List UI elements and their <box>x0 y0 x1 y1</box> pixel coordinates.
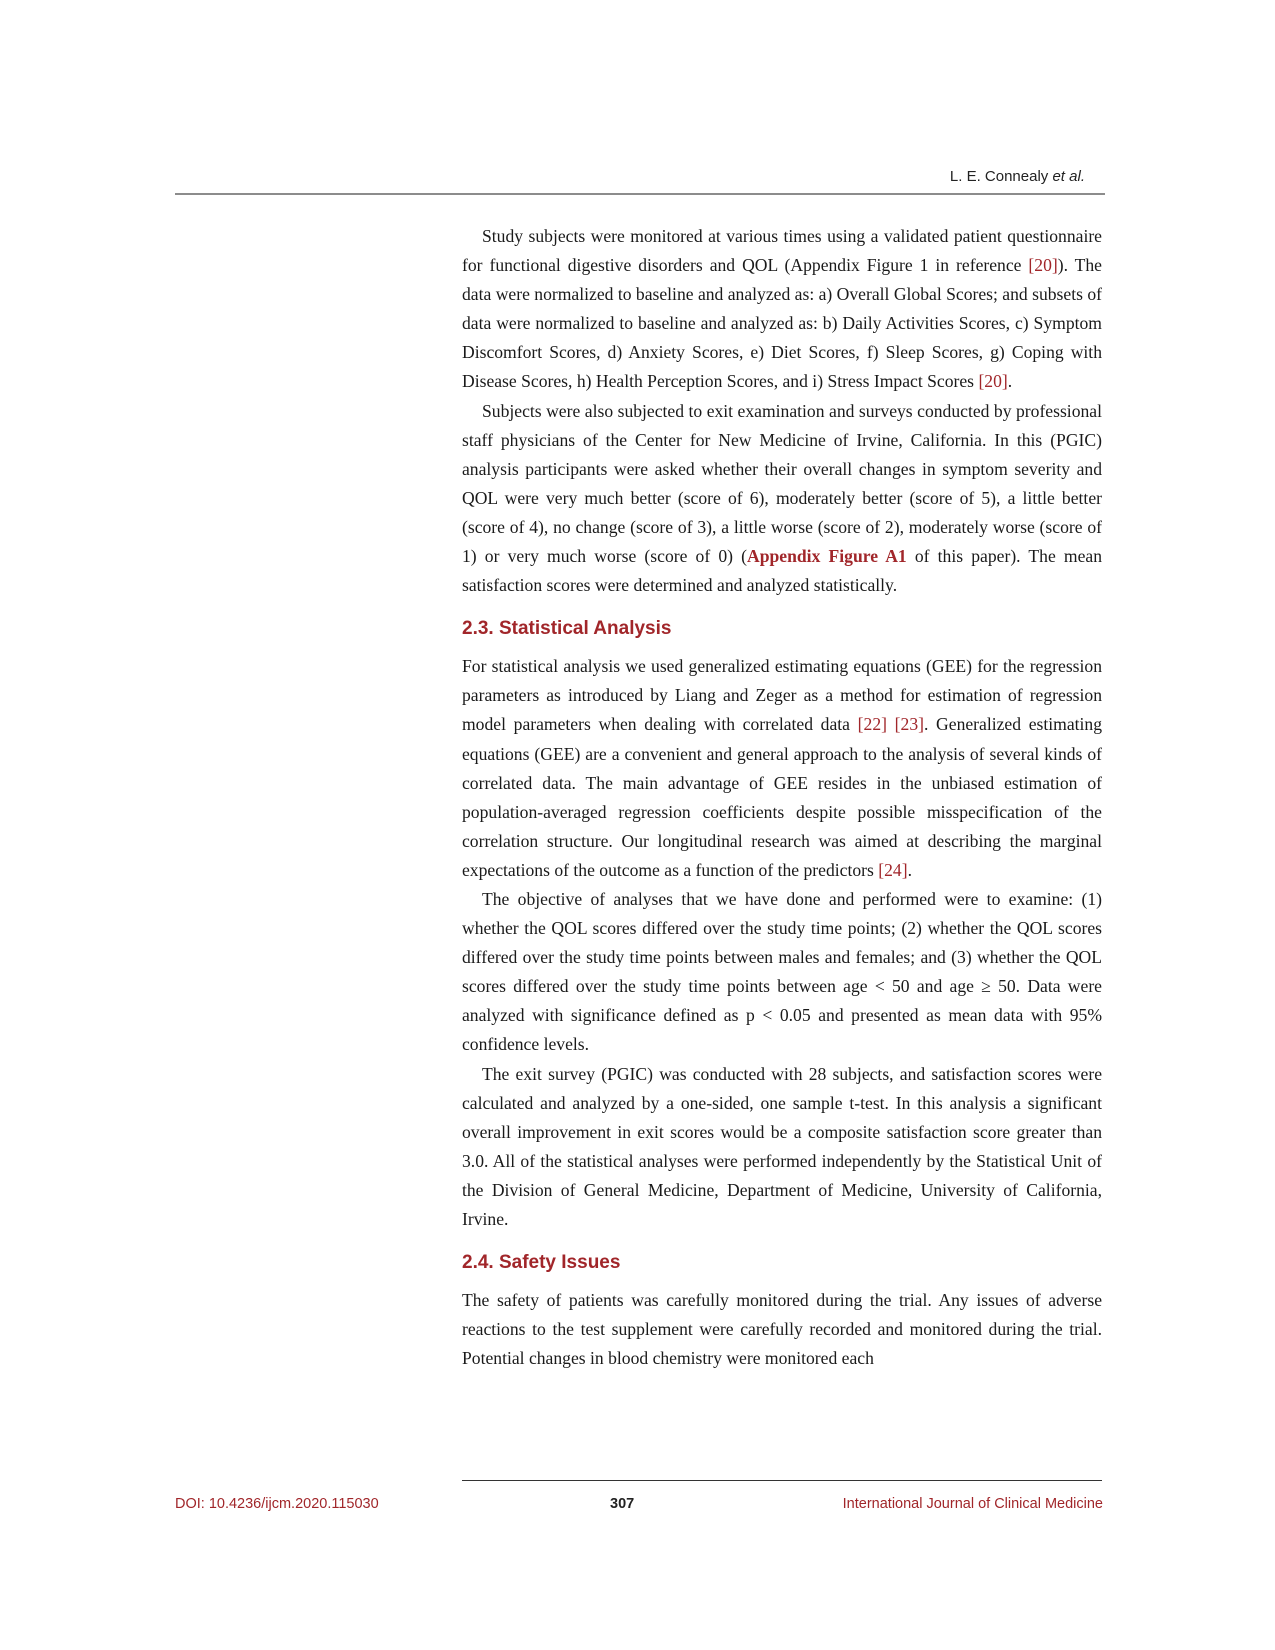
citation-link-24[interactable]: [24] <box>878 859 908 880</box>
paragraph-objectives: The objective of analyses that we have done and performed were to examine: (1) whether the QOL scores differed over the study time points; (2) whether the QOL scores differed over the study time points between males and females; and (3) whether the QOL scores differed over the study time points between age < 50 and age ≥ 50. Data were analyzed with significance defined as p < 0.05 and presented as mean data with 95% confidence levels. <box>462 888 1102 1055</box>
article-body <box>462 222 1102 1373</box>
paragraph-study-monitoring <box>462 222 1102 397</box>
footer-divider <box>462 1480 1102 1481</box>
text-run: . <box>1007 371 1013 392</box>
footer-journal-name[interactable]: International Journal of Clinical Medicine <box>842 1496 1103 1512</box>
appendix-figure-link[interactable]: Appendix Figure A1 <box>747 546 907 567</box>
section-heading-statistical-analysis: 2.3. Statistical Analysis <box>462 618 672 640</box>
citation-link-20b[interactable]: [20] <box>978 371 1008 392</box>
footer-doi[interactable]: DOI: 10.4236/ijcm.2020.115030 <box>175 1496 379 1512</box>
header-etal: et al. <box>1052 168 1085 185</box>
citation-link-20[interactable]: [20] <box>1028 255 1058 276</box>
text-run: of this paper). The mean satisfaction scores were determined and analyzed statistically. <box>462 546 1103 596</box>
text-run: ). The data were normalized to baseline and analyzed as: a) Overall Global Scores; and subsets of data were normalized to baseline and analyzed as: b) Daily Activities Scores, c) Symptom Discomfort Scores, d) Anxiety Scores, e) Diet Scores, f) Sleep Scores, g) Coping with Disease Scores, h) Health Perception Scores, and i) Stress Impact Scores <box>462 255 1102 392</box>
text-run: For statistical analysis we used generalized estimating equations (GEE) for the regression parameters as introduced by Liang and Zeger as a method for estimation of regression model parameters when dealing with correlated data <box>462 656 1102 735</box>
running-header-author <box>950 168 1085 185</box>
section-heading-safety-issues: 2.4. Safety Issues <box>462 1252 621 1274</box>
paragraph-gee <box>462 652 1102 885</box>
paragraph-exit-examination <box>462 397 1102 601</box>
header-author-name: L. E. Connealy <box>949 168 1049 185</box>
text-run: Study subjects were monitored at various times using a validated patient questionnaire for functional digestive disorders and QOL (Appendix Figure 1 in reference <box>462 226 1102 276</box>
paragraph-exit-survey: The exit survey (PGIC) was conducted with 28 subjects, and satisfaction scores were calculated and analyzed by a one-sided, one sample t-test. In this analysis a significant overall improvement in exit scores would be a composite satisfaction score greater than 3.0. All of the statistical analyses were performed independently by the Statistical Unit of the Division of General Medicine, Department of Medicine, University of California, Irvine. <box>462 1063 1102 1229</box>
text-run: . <box>907 859 912 880</box>
paragraph-safety: The safety of patients was carefully monitored during the trial. Any issues of adverse reactions to the test supplement were carefully recorded and monitored during the trial. Potential changes in blood chemistry were monitored each <box>462 1290 1102 1369</box>
citation-link-23[interactable]: [23] <box>894 714 924 735</box>
citation-link-22[interactable]: [22] <box>857 714 887 735</box>
text-run: Subjects were also subjected to exit examination and surveys conducted by professional staff physicians of the Center for New Medicine of Irvine, California. In this (PGIC) analysis participants were asked whether their overall changes in symptom severity and QOL were very much better (score of 6), moderately better (score of 5), a little better (score of 4), no change (score of 3), a little worse (score of 2), moderately worse (score of 1) or very much worse (score of 0) ( <box>462 400 1102 567</box>
page-number: 307 <box>610 1496 635 1512</box>
header-divider <box>175 193 1105 195</box>
text-run: . Generalized estimating equations (GEE) are a convenient and general approach to the analysis of several kinds of correlated data. The main advantage of GEE resides in the unbiased estimation of population-averaged regression coefficients despite possible misspecification of the correlation structure. Our longitudinal research was aimed at describing the marginal expectations of the outcome as a function of the predictors <box>462 714 1103 880</box>
